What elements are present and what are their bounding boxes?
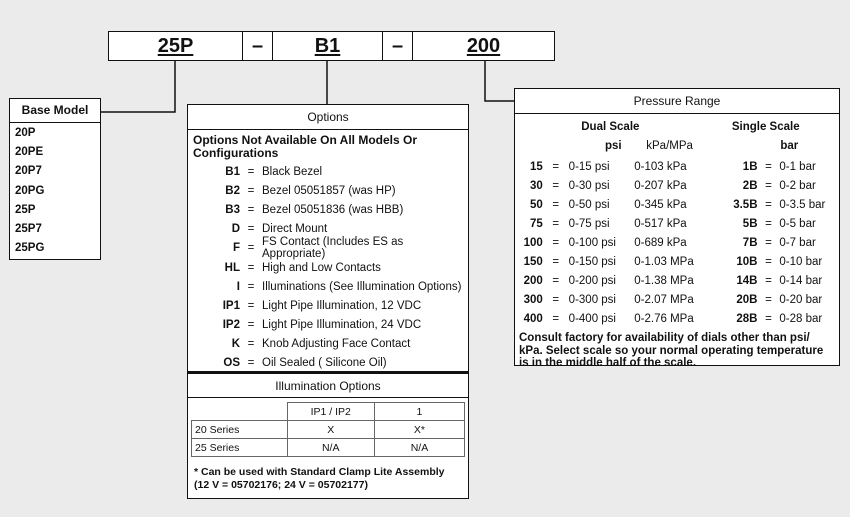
range-equals: = — [765, 275, 772, 288]
range-psi: 0-150 psi — [568, 256, 616, 269]
range-bar-code: 1B — [742, 160, 758, 173]
range-bar: 0-5 bar — [779, 218, 816, 231]
pressure-range-row — [515, 157, 839, 176]
illumination-header-ip: IP1 / IP2 — [287, 403, 374, 421]
dual-scale-label: Dual Scale — [581, 120, 640, 133]
range-equals: = — [552, 160, 560, 173]
option-row — [188, 162, 468, 181]
option-equals: = — [247, 184, 255, 197]
option-code: B3 — [225, 203, 240, 216]
range-kpa: 0-1.38 MPa — [634, 275, 694, 288]
bar-label: bar — [780, 139, 799, 152]
option-code: HL — [224, 261, 240, 274]
range-psi: 0-15 psi — [568, 160, 610, 173]
pressure-range-row — [515, 291, 839, 310]
model-code-dash: – — [243, 32, 273, 60]
illumination-cell: X* — [374, 421, 464, 439]
illumination-table — [191, 402, 465, 457]
range-code: 400 — [523, 313, 543, 326]
range-code: 200 — [523, 275, 543, 288]
model-code-base: 25P — [109, 32, 243, 60]
base-model-item: 20P — [15, 127, 36, 139]
options-title: Options — [188, 105, 468, 130]
illumination-header-1: 1 — [374, 403, 464, 421]
option-description: Direct Mount — [262, 223, 328, 236]
option-description: Knob Adjusting Face Contact — [262, 338, 411, 351]
range-equals: = — [765, 237, 772, 250]
range-bar-code: 3.5B — [733, 198, 758, 211]
range-bar: 0-20 bar — [779, 294, 823, 307]
psi-label: psi — [605, 139, 622, 152]
range-code: 30 — [530, 179, 543, 192]
table-row — [192, 439, 465, 457]
option-equals: = — [247, 165, 255, 178]
option-equals: = — [247, 261, 255, 274]
option-description: Bezel 05051836 (was HBB) — [262, 203, 404, 216]
range-kpa: 0-1.03 MPa — [634, 256, 694, 269]
illumination-cell: N/A — [287, 439, 374, 457]
option-row — [188, 236, 468, 261]
range-bar: 0-2 bar — [779, 179, 816, 192]
range-equals: = — [552, 313, 560, 326]
pressure-range-row — [515, 214, 839, 233]
option-code: F — [232, 242, 240, 255]
range-equals: = — [765, 294, 772, 307]
single-scale-label: Single Scale — [731, 120, 800, 133]
range-code: 50 — [530, 198, 543, 211]
option-row — [188, 258, 468, 277]
range-psi: 0-30 psi — [568, 179, 610, 192]
options-note: Options Not Available On All Models Or Configurations — [193, 133, 418, 160]
option-description: Oil Sealed ( Silicone Oil) — [262, 357, 387, 370]
pressure-range-footnote: Consult factory for availability of dials other than psi/ kPa. Select scale so your normal operating temperature is in the middle half of the scale. — [519, 332, 824, 370]
option-code: IP2 — [222, 319, 240, 332]
range-code: 15 — [530, 160, 543, 173]
range-equals: = — [552, 198, 560, 211]
option-description: Black Bezel — [262, 165, 323, 178]
model-code-dash: – — [383, 32, 413, 60]
option-code: D — [231, 223, 240, 236]
option-equals: = — [247, 299, 255, 312]
base-model-box — [9, 98, 101, 260]
range-psi: 0-100 psi — [568, 237, 616, 250]
option-code: IP1 — [222, 299, 240, 312]
option-description: High and Low Contacts — [262, 261, 381, 274]
range-psi: 0-300 psi — [568, 294, 616, 307]
range-kpa: 0-689 kPa — [634, 237, 687, 250]
range-bar: 0-28 bar — [779, 313, 823, 326]
illumination-cell: 25 Series — [192, 439, 288, 457]
illumination-box — [188, 371, 468, 498]
range-bar: 0-10 bar — [779, 256, 823, 269]
kpa-label: kPa/MPa — [646, 139, 693, 152]
illumination-cell: X — [287, 421, 374, 439]
illumination-header-blank — [192, 403, 288, 421]
option-description: Bezel 05051857 (was HP) — [262, 184, 396, 197]
range-kpa: 0-2.07 MPa — [634, 294, 694, 307]
pressure-range-row — [515, 195, 839, 214]
option-code: B1 — [225, 165, 240, 178]
option-equals: = — [247, 338, 255, 351]
pressure-range-row — [515, 310, 839, 329]
base-model-item: 20P7 — [15, 165, 42, 178]
range-kpa: 0-345 kPa — [634, 198, 687, 211]
option-equals: = — [247, 280, 255, 293]
base-model-item: 20PE — [15, 146, 44, 159]
model-code-option: B1 — [273, 32, 383, 60]
base-model-title: Base Model — [10, 99, 100, 123]
range-code: 150 — [523, 256, 543, 269]
range-equals: = — [765, 313, 772, 326]
range-bar-code: 2B — [742, 179, 758, 192]
range-code: 300 — [523, 294, 543, 307]
pressure-range-row — [515, 253, 839, 272]
option-code: K — [231, 338, 240, 351]
base-model-list — [10, 123, 100, 258]
option-equals: = — [247, 319, 255, 332]
pressure-range-row — [515, 272, 839, 291]
range-equals: = — [765, 160, 772, 173]
range-equals: = — [765, 179, 772, 192]
range-bar-code: 20B — [736, 294, 758, 307]
option-row — [188, 335, 468, 354]
range-kpa: 0-207 kPa — [634, 179, 687, 192]
option-description: Light Pipe Illumination, 12 VDC — [262, 299, 422, 312]
range-equals: = — [552, 294, 560, 307]
options-box — [187, 104, 469, 499]
pressure-range-row — [515, 176, 839, 195]
range-equals: = — [552, 237, 560, 250]
option-code: I — [236, 280, 240, 293]
pressure-range-row — [515, 234, 839, 253]
range-psi: 0-400 psi — [568, 313, 616, 326]
option-row — [188, 316, 468, 335]
base-model-item: 25PG — [15, 242, 45, 255]
base-model-item: 25P — [15, 203, 36, 216]
range-psi: 0-50 psi — [568, 198, 610, 211]
range-psi: 0-75 psi — [568, 218, 610, 231]
model-code-bar — [108, 31, 555, 61]
range-bar-code: 14B — [736, 275, 758, 288]
range-equals: = — [552, 275, 560, 288]
range-kpa: 0-103 kPa — [634, 160, 687, 173]
range-psi: 0-200 psi — [568, 275, 616, 288]
illumination-cell: N/A — [374, 439, 464, 457]
illumination-footnote: * Can be used with Standard Clamp Lite Assembly — [194, 466, 445, 478]
option-row — [188, 296, 468, 315]
range-equals: = — [552, 218, 560, 231]
range-equals: = — [765, 198, 772, 211]
pressure-range-list — [515, 157, 839, 329]
range-bar-code: 5B — [742, 218, 758, 231]
option-equals: = — [247, 203, 255, 216]
model-code-range: 200 — [466, 34, 501, 57]
range-equals: = — [765, 218, 772, 231]
option-equals: = — [247, 223, 255, 236]
option-row — [188, 200, 468, 219]
option-code: OS — [223, 357, 240, 370]
illumination-footnote: (12 V = 05702176; 24 V = 05702177) — [194, 479, 368, 491]
option-equals: = — [247, 357, 255, 370]
option-row — [188, 181, 468, 200]
option-description: Light Pipe Illumination, 24 VDC — [262, 319, 422, 332]
range-equals: = — [765, 256, 772, 269]
options-list — [188, 162, 468, 373]
range-bar-code: 7B — [742, 237, 758, 250]
option-row — [188, 277, 468, 296]
range-bar: 0-1 bar — [779, 160, 816, 173]
range-bar: 0-3.5 bar — [779, 198, 826, 211]
option-equals: = — [247, 242, 255, 255]
option-description: FS Contact (Includes ES as Appropriate) — [262, 236, 404, 261]
range-kpa: 0-517 kPa — [634, 218, 687, 231]
pressure-range-title: Pressure Range — [515, 89, 839, 114]
range-code: 75 — [530, 218, 543, 231]
base-model-item: 25P7 — [15, 222, 42, 235]
pressure-range-box — [514, 88, 840, 370]
table-row — [192, 421, 465, 439]
range-bar-code: 10B — [736, 256, 758, 269]
option-code: B2 — [225, 184, 240, 197]
illumination-title: Illumination Options — [188, 374, 468, 398]
range-code: 100 — [523, 237, 543, 250]
range-kpa: 0-2.76 MPa — [634, 313, 694, 326]
range-bar: 0-7 bar — [779, 237, 816, 250]
range-bar: 0-14 bar — [779, 275, 823, 288]
option-description: Illuminations (See Illumination Options) — [262, 280, 462, 293]
range-bar-code: 28B — [736, 313, 758, 326]
range-equals: = — [552, 256, 560, 269]
illumination-cell: 20 Series — [192, 421, 288, 439]
range-equals: = — [552, 179, 560, 192]
base-model-item: 20PG — [15, 184, 45, 197]
